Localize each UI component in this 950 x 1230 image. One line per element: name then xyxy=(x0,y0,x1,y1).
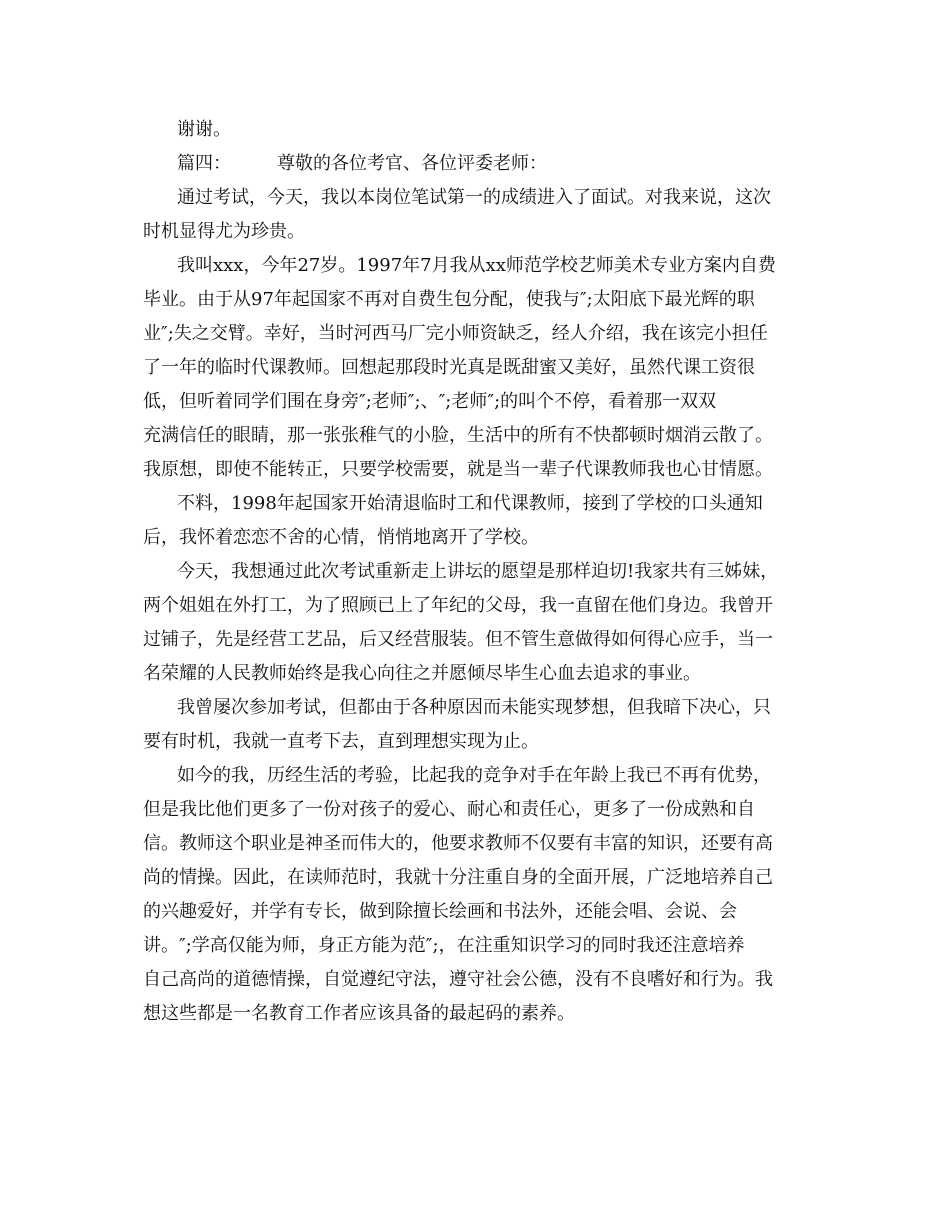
text-line: 我曾屡次参加考试，但都由于各种原因而未能实现梦想，但我暗下决心，只 xyxy=(177,697,771,718)
closing-line: 谢谢。 xyxy=(177,119,231,140)
text-line: 了一年的临时代课教师。回想起那段时光真是既甜蜜又美好，虽然代课工资很 xyxy=(143,357,755,378)
text-line: 讲。″;学高仅能为师，身正方能为范″;，在注重知识学习的同时我还注意培养 xyxy=(143,935,745,956)
text-line: 毕业。由于从97年起国家不再对自费生包分配，使我与″;太阳底下最光辉的职 xyxy=(143,289,755,310)
text-line: 尚的情操。因此，在读师范时，我就十分注重自身的全面开展，广泛地培养自己 xyxy=(143,867,773,888)
text-line: 我叫xxx，今年27岁。1997年7月我从xx师范学校艺师美术专业方案内自费 xyxy=(177,255,776,276)
text-line: 但是我比他们更多了一份对孩子的爱心、耐心和责任心，更多了一份成熟和自 xyxy=(143,799,755,820)
text-line: 时机显得尤为珍贵。 xyxy=(143,221,305,242)
section-label: 篇四： xyxy=(177,153,231,174)
section-header xyxy=(143,147,813,181)
text-line: 要有时机，我就一直考下去，直到理想实现为止。 xyxy=(143,731,539,752)
text-line: 不料，1998年起国家开始清退临时工和代课教师，接到了学校的口头通知 xyxy=(177,493,763,514)
text-line: 后，我怀着恋恋不舍的心情，悄悄地离开了学校。 xyxy=(143,527,539,548)
text-line: 自己高尚的道德情操，自觉遵纪守法，遵守社会公德，没有不良嗜好和行为。我 xyxy=(143,969,773,990)
text-line: 名荣耀的人民教师始终是我心向往之并愿倾尽毕生心血去追求的事业。 xyxy=(143,663,701,684)
text-line: 充满信任的眼睛，那一张张稚气的小脸，生活中的所有不快都顿时烟消云散了。 xyxy=(143,425,773,446)
text-line: 的兴趣爱好，并学有专长，做到除擅长绘画和书法外，还能会唱、会说、会 xyxy=(143,901,737,922)
text-line: 如今的我，历经生活的考验，比起我的竞争对手在年龄上我已不再有优势， xyxy=(177,765,771,786)
text-line: 业″;失之交臂。幸好，当时河西马厂完小师资缺乏，经人介绍，我在该完小担任 xyxy=(143,323,768,344)
text-line: 过铺子，先是经营工艺品，后又经营服装。但不管生意做得如何得心应手，当一 xyxy=(143,629,773,650)
text-line: 通过考试，今天，我以本岗位笔试第一的成绩进入了面试。对我来说，这次 xyxy=(177,187,771,208)
text-line: 我原想，即使不能转正，只要学校需要，就是当一辈子代课教师我也心甘情愿。 xyxy=(143,459,773,480)
text-line: 今天，我想通过此次考试重新走上讲坛的愿望是那样迫切!我家共有三姊妹， xyxy=(177,561,779,582)
text-line: 信。教师这个职业是神圣而伟大的，他要求教师不仅要有丰富的知识，还要有高 xyxy=(143,833,773,854)
text-line: 低，但听着同学们围在身旁″;老师″;、″;老师″;的叫个不停，看着那一双双 xyxy=(143,391,717,412)
text-line: 两个姐姐在外打工，为了照顾已上了年纪的父母，我一直留在他们身边。我曾开 xyxy=(143,595,773,616)
greeting: 尊敬的各位考官、各位评委老师： xyxy=(277,153,547,174)
body-lines xyxy=(143,181,813,1031)
document-body xyxy=(143,113,813,1031)
text-line: 想这些都是一名教育工作者应该具备的最起码的素养。 xyxy=(143,1003,575,1024)
